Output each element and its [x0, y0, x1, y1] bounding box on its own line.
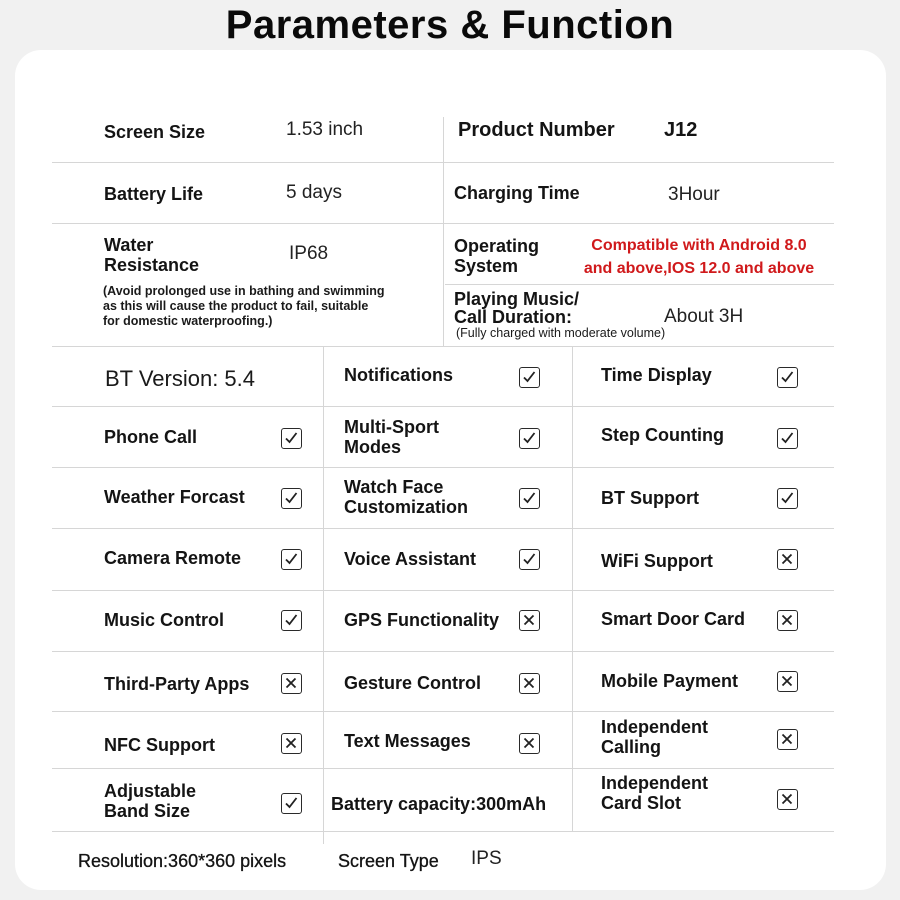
water-note: for domestic waterproofing.) — [103, 314, 273, 328]
check-box-icon — [519, 488, 540, 509]
cross-box-icon — [519, 610, 540, 631]
os-compat-text: Compatible with Android 8.0 — [591, 237, 807, 254]
spec-value: About 3H — [664, 306, 744, 327]
cross-box-icon — [777, 729, 798, 750]
cross-box-icon — [777, 549, 798, 570]
feature-label: Card Slot — [601, 793, 682, 813]
feature-label: Calling — [601, 737, 662, 757]
divider — [443, 117, 444, 346]
feature-label: Notifications — [344, 365, 454, 385]
cross-box-icon — [777, 610, 798, 631]
feature-label: Adjustable — [104, 781, 197, 801]
cross-box-icon — [777, 789, 798, 810]
os-compat-text: and above,IOS 12.0 and above — [583, 260, 815, 277]
feature-label: Modes — [344, 437, 402, 457]
feature-label: WiFi Support — [601, 551, 713, 571]
spec-label: Resistance — [104, 255, 200, 275]
check-box-icon — [281, 549, 302, 570]
spec-label: Operating — [454, 236, 540, 256]
check-box-icon — [777, 488, 798, 509]
spec-label: System — [454, 256, 519, 276]
feature-label: Independent — [601, 773, 708, 793]
page-title: Parameters & Function — [225, 3, 675, 47]
feature-label: GPS Functionality — [344, 610, 500, 630]
feature-label: Camera Remote — [104, 548, 242, 568]
feature-label: Music Control — [104, 610, 224, 630]
check-box-icon — [777, 367, 798, 388]
feature-label: Smart Door Card — [601, 609, 746, 629]
cross-box-icon — [519, 673, 540, 694]
feature-label: Step Counting — [601, 425, 724, 445]
spec-card — [15, 50, 886, 890]
divider — [52, 768, 834, 769]
feature-label: Third-Party Apps — [104, 674, 250, 694]
cross-box-icon — [519, 733, 540, 754]
divider — [52, 528, 834, 529]
spec-value: 5 days — [286, 182, 342, 203]
feature-label: Weather Forcast — [104, 487, 245, 507]
cross-box-icon — [777, 671, 798, 692]
divider — [52, 651, 834, 652]
check-box-icon — [281, 488, 302, 509]
feature-label: Watch Face — [344, 477, 444, 497]
music-note: (Fully charged with moderate volume) — [456, 326, 666, 340]
spec-label: Water — [104, 235, 154, 255]
divider — [572, 346, 573, 831]
divider — [52, 590, 834, 591]
check-box-icon — [281, 793, 302, 814]
spec-value: J12 — [664, 119, 698, 141]
divider — [52, 711, 834, 712]
check-box-icon — [281, 610, 302, 631]
divider — [52, 406, 834, 407]
spec-label: Battery Life — [104, 184, 204, 204]
divider — [52, 467, 834, 468]
bt-version: BT Version: 5.4 — [105, 366, 256, 391]
feature-label: Text Messages — [344, 731, 471, 751]
spec-value: 3Hour — [668, 184, 720, 205]
cross-box-icon — [281, 733, 302, 754]
resolution: Resolution:360*360 pixels — [78, 851, 287, 871]
spec-label: Call Duration: — [454, 307, 573, 327]
divider — [445, 284, 834, 285]
check-box-icon — [281, 428, 302, 449]
cross-box-icon — [281, 673, 302, 694]
screen-type-value: IPS — [471, 848, 502, 869]
feature-label: Customization — [344, 497, 468, 517]
check-box-icon — [777, 428, 798, 449]
water-note: as this will cause the product to fail, suitable — [103, 299, 369, 313]
check-box-icon — [519, 549, 540, 570]
feature-label: BT Support — [601, 488, 699, 508]
divider — [52, 831, 834, 832]
spec-value: 1.53 inch — [286, 119, 364, 140]
feature-label: Multi-Sport — [344, 417, 439, 437]
water-note: (Avoid prolonged use in bathing and swimming — [103, 284, 385, 298]
spec-label: Playing Music/ — [454, 289, 580, 309]
check-box-icon — [519, 428, 540, 449]
screen-type-label: Screen Type — [338, 851, 439, 871]
feature-label: Time Display — [601, 365, 712, 385]
feature-label: Phone Call — [104, 427, 198, 447]
feature-label: Gesture Control — [344, 673, 482, 693]
divider — [52, 346, 834, 347]
spec-label: Charging Time — [454, 183, 580, 203]
feature-label: Independent — [601, 717, 708, 737]
divider — [323, 346, 324, 844]
battery-capacity: Battery capacity:300mAh — [331, 794, 547, 814]
feature-label: NFC Support — [104, 735, 215, 755]
spec-value: IP68 — [289, 243, 329, 264]
spec-label: Screen Size — [104, 122, 206, 142]
check-box-icon — [519, 367, 540, 388]
feature-label: Band Size — [104, 801, 191, 821]
feature-label: Mobile Payment — [601, 671, 739, 691]
spec-label: Product Number — [458, 119, 615, 141]
feature-label: Voice Assistant — [344, 549, 477, 569]
